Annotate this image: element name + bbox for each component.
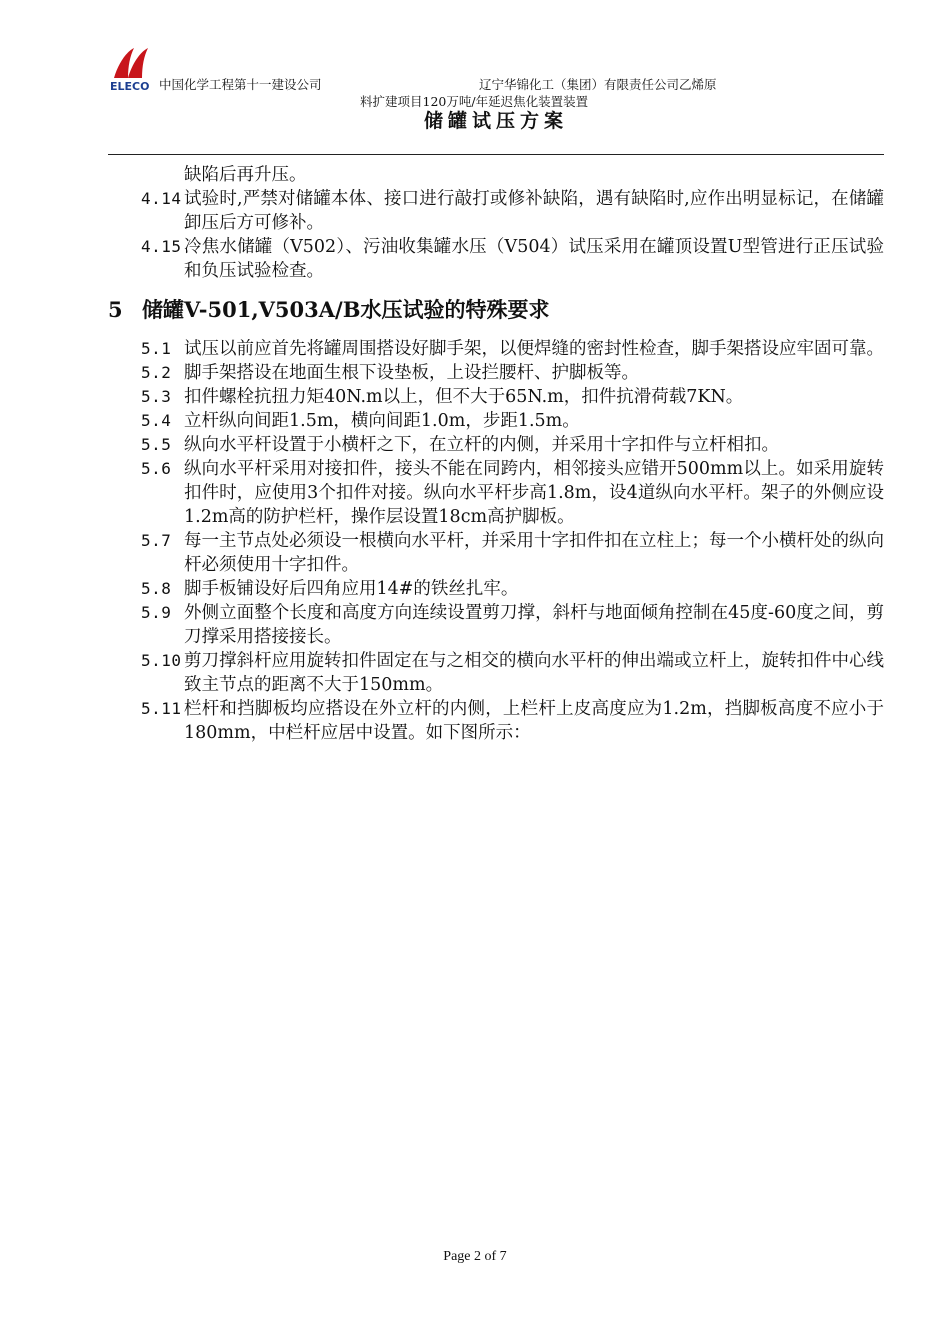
page-body: [108, 163, 884, 745]
item-text: 立杆纵向间距1.5m，横向间距1.0m，步距1.5m。: [184, 411, 580, 431]
client-name-line1: 辽宁华锦化工（集团）有限责任公司乙烯原: [479, 77, 717, 92]
page-footer: Page 2 of 7: [443, 1249, 507, 1264]
item-text: 纵向水平杆采用对接扣件，接头不能在同跨内，相邻接头应错开500mm以上。如采用旋转扣件时，应使用3个扣件对接。纵向水平杆步高1.8m，设4道纵向水平杆。架子的外侧应设1.2m高的防护栏杆，操作层设置18cm高护脚板。: [184, 459, 884, 527]
list-item: [108, 457, 884, 529]
item-number: 4.15: [141, 237, 182, 256]
header-divider: [108, 154, 884, 155]
item-number: 5.9: [141, 603, 172, 622]
item-text: 试验时,严禁对储罐本体、接口进行敲打或修补缺陷，遇有缺陷时,应作出明显标记，在储罐卸压后方可修补。: [184, 189, 884, 233]
list-item: [108, 577, 884, 601]
list-item: [108, 385, 884, 409]
item-text: 每一主节点处必须设一根横向水平杆，并采用十字扣件扣在立柱上；每一个小横杆处的纵向杆必须使用十字扣件。: [184, 531, 884, 575]
list-item: [108, 649, 884, 697]
item-number: 5.3: [141, 387, 172, 406]
item-number: 5.7: [141, 531, 172, 550]
item-text: 剪刀撑斜杆应用旋转扣件固定在与之相交的横向水平杆的伸出端或立杆上，旋转扣件中心线致主节点的距离不大于150mm。: [184, 651, 884, 695]
item-text: 栏杆和挡脚板均应搭设在外立杆的内侧，上栏杆上皮高度应为1.2m，挡脚板高度不应小于180mm，中栏杆应居中设置。如下图所示：: [184, 699, 884, 743]
item-number: 5.8: [141, 579, 172, 598]
section-5-number: 5: [108, 297, 123, 322]
item-number: 5.6: [141, 459, 172, 478]
document-title: 储罐试压方案: [423, 110, 568, 132]
list-item: [108, 337, 884, 361]
section-5-title: 储罐V-501,V503A/B水压试验的特殊要求: [142, 297, 550, 322]
item-number: 5.4: [141, 411, 172, 430]
logo-text: ELECO: [110, 80, 150, 92]
item-text: 试压以前应首先将罐周围搭设好脚手架，以便焊缝的密封性检查，脚手架搭设应牢固可靠。: [184, 339, 884, 359]
item-number: 5.1: [141, 339, 172, 358]
item-number: 5.11: [141, 699, 182, 718]
continuation-text: 缺陷后再升压。: [184, 165, 307, 185]
section-5-heading: [108, 295, 884, 325]
list-item: [108, 697, 884, 745]
item-text: 脚手架搭设在地面生根下设垫板，上设拦腰杆、护脚板等。: [184, 363, 639, 383]
company-name-left: 中国化学工程第十一建设公司: [159, 77, 322, 92]
client-name-line2: 料扩建项目120万吨/年延迟焦化装置装置: [360, 94, 589, 109]
list-item: [108, 433, 884, 457]
item-text: 纵向水平杆设置于小横杆之下，在立杆的内侧，并采用十字扣件与立杆相扣。: [184, 435, 779, 455]
section-4-items: [108, 187, 884, 283]
item-text: 外侧立面整个长度和高度方向连续设置剪刀撑，斜杆与地面倾角控制在45度-60度之间，剪刀撑采用搭接接长。: [184, 603, 884, 647]
list-item: [108, 187, 884, 235]
company-logo-icon: [108, 44, 156, 92]
item-number: 5.2: [141, 363, 172, 382]
page-header: [108, 44, 884, 156]
item-text: 脚手板铺设好后四角应用14#的铁丝扎牢。: [184, 579, 519, 599]
section-5-items: [108, 337, 884, 745]
item-text: 冷焦水储罐（V502）、污油收集罐水压（V504）试压采用在罐顶设置U型管进行正压试验和负压试验检查。: [184, 237, 884, 281]
list-item: [108, 361, 884, 385]
item-number: 5.5: [141, 435, 172, 454]
item-number: 5.10: [141, 651, 182, 670]
list-item: [108, 529, 884, 577]
item-number: 4.14: [141, 189, 182, 208]
list-item: [108, 601, 884, 649]
list-item: [108, 235, 884, 283]
item-text: 扣件螺栓抗扭力矩40N.m以上，但不大于65N.m，扣件抗滑荷载7KN。: [184, 387, 744, 407]
list-item: [108, 409, 884, 433]
